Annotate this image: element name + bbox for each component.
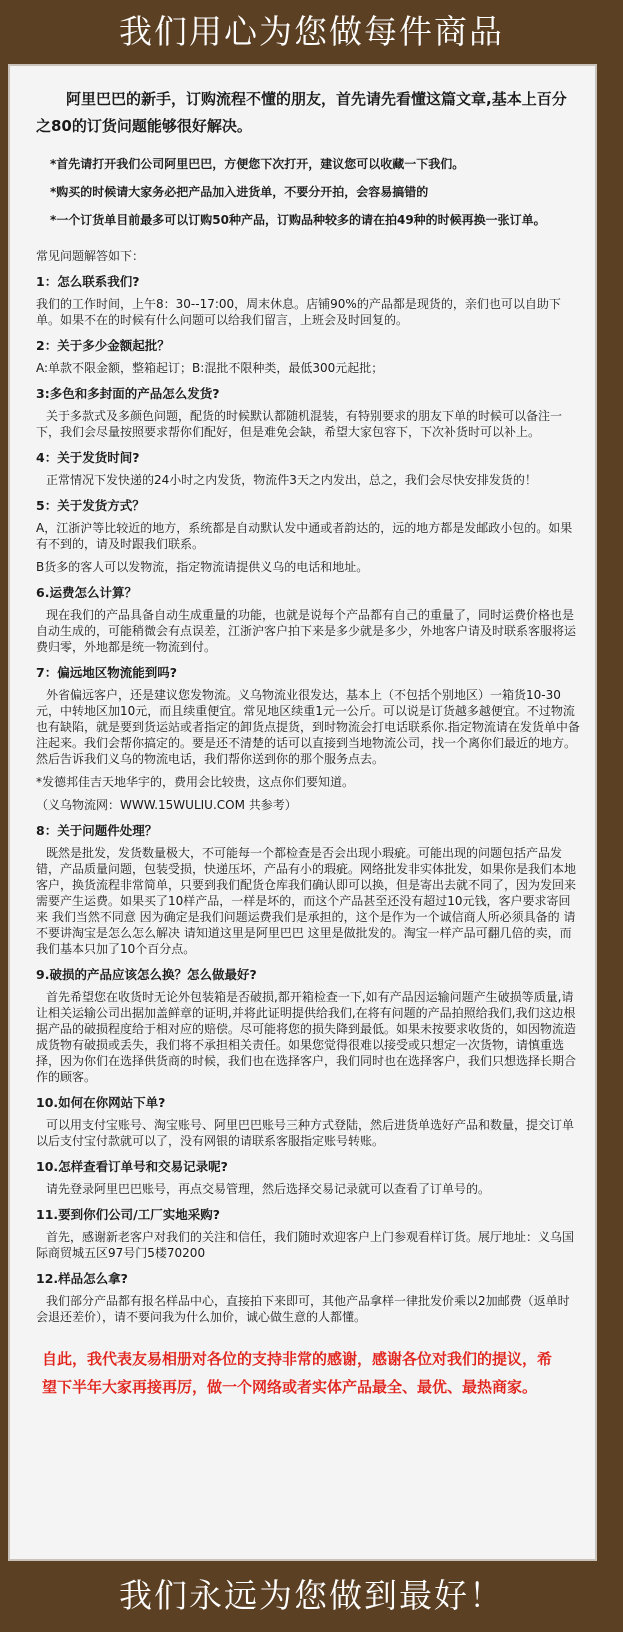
faq-answer: 既然是批发，发货数量极大，不可能每一个都检查是否会出现小瑕疵。可能出现的问题包括产品发错，产品质量问题，包装受损，快递压坏，产品有小的瑕疵。网络批发非实体批发，如果你是我们本地客户，换货流程非常简单，只要到我们配货仓库我们确认即可以换，但是寄出去就不同了，因为发回来需要产生运费。如果买了10样产品，一样是坏的，而这个产品甚至还没有超过10元钱，客户要求寄回来 我们当然不同意 因为确定是我们问题运费我们是承担的，这个是作为一个诚信商人所必须具备的 请不要讲淘宝是怎么怎么解决 请知道这里是阿里巴巴 这里是做批发的。淘宝一样产品可翻几倍的卖，而我们基本只加了10个百分点。 — [36, 846, 577, 956]
faq-question: 12.样品怎么拿? — [36, 1271, 128, 1286]
faq-answer: 我们部分产品都有报名样品中心，直接拍下来即可，其他产品拿样一律批发价乘以2加邮费（返单时会退还差价），请不要问我为什么加价，诚心做生意的人都懂。 — [36, 1294, 570, 1324]
faq-question: 8：关于问题件处理？ — [36, 823, 158, 838]
footer-slogan: 我们永远为您做到最好！ — [119, 1576, 504, 1615]
faq-question: 3:多色和多封面的产品怎么发货? — [36, 386, 220, 401]
faq-question: 10.怎样查看订单号和交易记录呢? — [36, 1159, 228, 1174]
faq-answer: 请先登录阿里巴巴账号，再点交易管理，然后选择交易记录就可以查看了订单号的。 — [46, 1182, 491, 1196]
content-panel — [8, 64, 597, 1561]
faq-question: 4：关于发货时间? — [36, 450, 140, 465]
faq-answer: *发德邦佳吉天地华宇的，费用会比较贵，这点你们要知道。 — [36, 775, 355, 789]
faq-answer: 可以用支付宝账号、淘宝账号、阿里巴巴账号三种方式登陆，然后进货单选好产品和数量，提交订单以后支付宝付款就可以了，没有网银的请联系客服指定账号转账。 — [36, 1118, 575, 1148]
faq-answer: 关于多款式及多颜色问题，配货的时候默认都随机混装，有特别要求的朋友下单的时候可以备注一下，我们会尽量按照要求帮你们配好，但是难免会缺，希望大家包容下，下次补货时可以补上。 — [36, 409, 563, 439]
right-border — [600, 64, 623, 1561]
faq-answer: A:单款不限金额，整箱起订；B:混批不限种类，最低300元起批； — [36, 361, 384, 375]
closing-text: 自此，我代表友易相册对各位的支持非常的感谢，感谢各位对我们的提议，希望下半年大家再接再厉，做一个网络或者实体产品最全、最优、最热商家。 — [42, 1350, 553, 1396]
note-order-limit: *一个订货单目前最多可以订购50种产品，订购品种较多的请在拍49种的时候再换一张订单。 — [50, 213, 546, 227]
note-favorite: *首先请打开我们公司阿里巴巴，方便您下次打开，建议您可以收藏一下我们。 — [50, 157, 465, 171]
note-cart: *购买的时候请大家务必把产品加入进货单，不要分开拍，会容易搞错的 — [50, 185, 429, 199]
faq-answer: 首先希望您在收货时无论外包装箱是否破损,都开箱检查一下,如有产品因运输问题产生破损等质量,请让相关运输公司出据加盖鲜章的证明,并将此证明提供给我们,在将有问题的产品拍照给我们,我们这边根据产品的破损程度给于相对应的赔偿。尽可能将您的损失降到最低。如果未按要求收货的，如因物流造成货物有破损或丢失，我们将不承担相关责任。如果您觉得很难以接受或只想定一次货物，请慎重选择，因为你们在选择供货商的时候，我们也在选择客户，我们同时也在选择客户，我们只想选择长期合作的顾客。 — [36, 990, 577, 1084]
faq-answer: 现在我们的产品具备自动生成重量的功能，也就是说每个产品都有自己的重量了，同时运费价格也是自动生成的，可能稍微会有点误差，江浙沪客户拍下来是多少就是多少，外地客户请及时联系客服将运费归零，外地都是统一物流到付。 — [36, 608, 577, 654]
faq-answer: 首先，感谢新老客户对我们的关注和信任，我们随时欢迎客户上门参观看样订货。展厅地址：义乌国际商贸城五区97号门5楼70200 — [36, 1230, 575, 1260]
top-banner — [0, 0, 623, 64]
faq-title: 常见问题解答如下： — [36, 249, 145, 263]
faq-question: 10.如何在你网站下单? — [36, 1095, 166, 1110]
faq-question: 2：关于多少金额起批？ — [36, 338, 170, 353]
intro-text: 阿里巴巴的新手，订购流程不懂的朋友，首先请先看懂这篇文章,基本上百分之80的订货问题能够很好解决。 — [36, 90, 567, 135]
banner-title: 我们用心为您做每件商品 — [119, 12, 504, 51]
faq-question: 9.破损的产品应该怎么换？怎么做最好? — [36, 967, 257, 982]
bottom-banner — [0, 1563, 623, 1632]
faq-question: 11.要到你们公司/工厂实地采购? — [36, 1207, 220, 1222]
faq-answer: B货多的客人可以发物流，指定物流请提供义乌的电话和地址。 — [36, 560, 369, 574]
faq-question: 5：关于发货方式？ — [36, 498, 145, 513]
faq-answer: 正常情况下发快递的24小时之内发货，物流件3天之内发出，总之，我们会尽快安排发货的！ — [46, 473, 537, 487]
faq-question: 7：偏远地区物流能到吗? — [36, 665, 177, 680]
faq-list — [36, 273, 581, 1325]
faq-answer: 我们的工作时间，上午8：30--17:00，周末休息。店铺90%的产品都是现货的，亲们也可以自助下单。如果不在的时候有什么问题可以给我们留言，上班会及时回复的。 — [36, 297, 561, 327]
faq-answer: （义乌物流网：WWW.15WULIU.COM 共参考） — [36, 798, 297, 812]
faq-question: 1：怎么联系我们? — [36, 274, 140, 289]
faq-answer: 外省偏远客户，还是建议您发物流。义乌物流业很发达，基本上（不包括个别地区）一箱货10-30元，中转地区加10元，而且续重便宜。常见地区续重1元一公斤。可以说是订货越多越便宜。不过物流也有缺陷，就是要到货运站或者指定的卸货点提货，到时物流会打电话联系你.指定物流请在发货单中备注起来。我们会帮你搞定的。要是还不清楚的话可以直接到当地物流公司，找一个离你们最近的地方。然后告诉我们义乌的物流电话，我们帮你送到你的那个服务点去。 — [36, 688, 580, 766]
faq-answer: A，江浙沪等比较近的地方，系统都是自动默认发中通或者韵达的，远的地方都是发邮政小包的。如果有不到的，请及时跟我们联系。 — [36, 521, 573, 551]
faq-question: 6.运费怎么计算？ — [36, 585, 137, 600]
